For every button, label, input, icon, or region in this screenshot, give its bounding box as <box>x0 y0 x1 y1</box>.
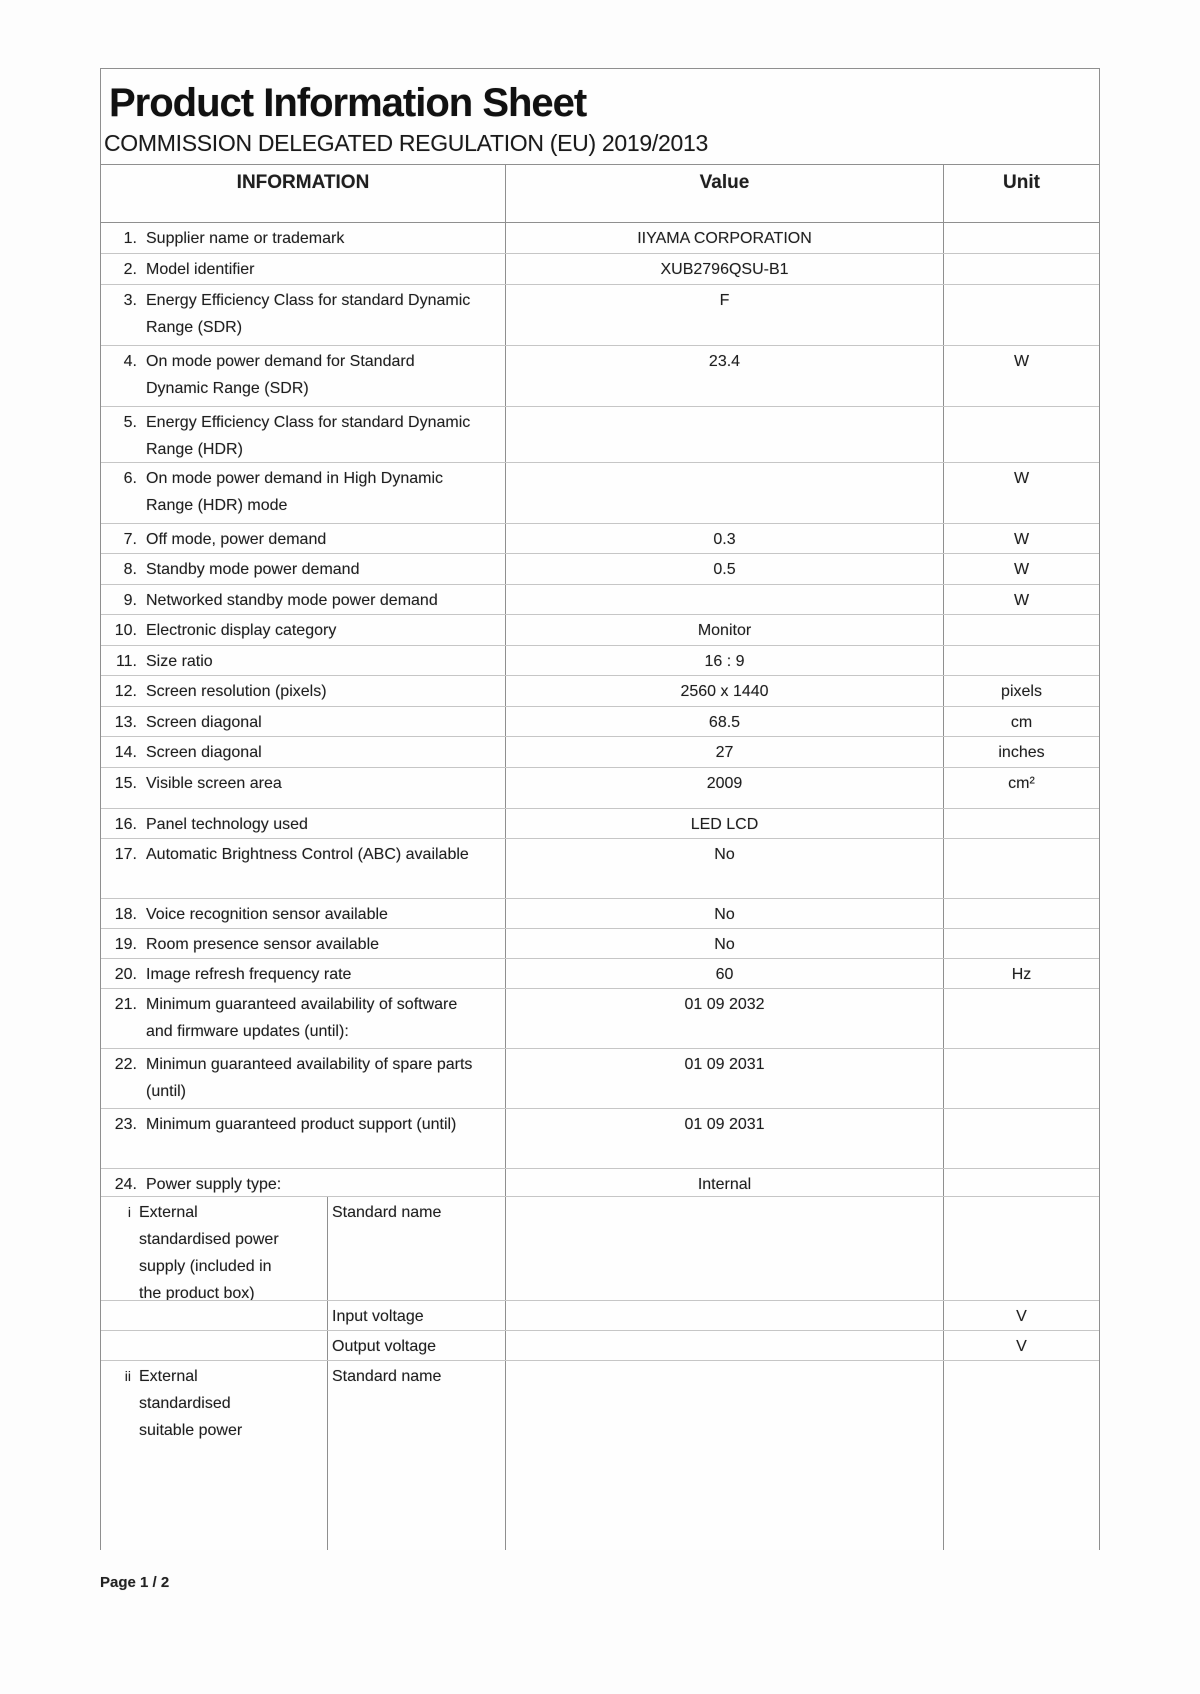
row-number: 11. <box>115 653 137 670</box>
info-cell <box>101 1109 506 1168</box>
value-cell <box>506 585 944 614</box>
value-cell: 68.5 <box>506 707 944 736</box>
sublabel-cell: Standard name <box>328 1197 506 1300</box>
row-number: 14. <box>114 744 137 761</box>
value-cell: 0.3 <box>506 524 944 553</box>
info-cell <box>101 959 506 988</box>
row-label: Image refresh frequency rate <box>146 966 352 983</box>
value-cell: No <box>506 839 944 898</box>
value-cell <box>506 407 944 462</box>
table-row <box>101 1169 1099 1197</box>
subrow-label: External standardised power supply (included in the product box) <box>139 1204 279 1300</box>
unit-cell <box>944 989 1099 1048</box>
value-cell <box>506 463 944 523</box>
row-label: Voice recognition sensor available <box>146 906 388 923</box>
unit-cell: W <box>1013 531 1030 548</box>
value-cell: Monitor <box>506 615 944 645</box>
row-number: 10. <box>114 622 137 639</box>
row-label: Screen resolution (pixels) <box>146 683 327 700</box>
row-number: 7. <box>123 531 137 548</box>
sublabel-cell: Standard name <box>328 1361 506 1550</box>
table-subrow <box>101 1301 1099 1331</box>
unit-cell: W <box>1013 353 1030 370</box>
row-number: 6. <box>123 470 137 487</box>
info-cell <box>101 989 506 1048</box>
info-cell <box>101 676 506 706</box>
subrow-marker <box>101 1303 139 1330</box>
table-row <box>101 959 1099 989</box>
subinfo-cell <box>101 1361 328 1550</box>
table-header-row <box>101 165 1099 223</box>
table-row <box>101 285 1099 346</box>
value-cell <box>506 1361 944 1550</box>
row-label: Minimun guaranteed availability of spare parts (until) <box>146 1056 473 1100</box>
value-cell: No <box>506 929 944 958</box>
info-cell <box>101 407 506 462</box>
table-row <box>101 737 1099 768</box>
table-subrow <box>101 1331 1099 1361</box>
value-cell: Internal <box>506 1169 944 1196</box>
unit-cell <box>944 899 1099 928</box>
table-row <box>101 223 1099 254</box>
value-cell: No <box>506 899 944 928</box>
row-label: Screen diagonal <box>146 744 262 761</box>
row-number: 12. <box>114 683 137 700</box>
row-number: 4. <box>123 353 137 370</box>
table-subrow <box>101 1361 1099 1550</box>
header-unit: Unit <box>1003 172 1040 193</box>
sublabel-cell: Input voltage <box>328 1301 506 1330</box>
row-number: 9. <box>123 592 137 609</box>
table-row <box>101 899 1099 929</box>
info-cell <box>101 615 506 645</box>
row-number: 18. <box>114 906 137 923</box>
unit-cell: Hz <box>1011 966 1032 983</box>
row-number: 19. <box>114 936 137 953</box>
info-cell <box>101 346 506 406</box>
page-title: Product Information Sheet <box>109 81 587 125</box>
table-subrow <box>101 1197 1099 1301</box>
unit-cell: pixels <box>1001 683 1042 700</box>
unit-cell <box>944 285 1099 345</box>
table-row <box>101 346 1099 407</box>
row-label: Screen diagonal <box>146 714 262 731</box>
info-cell <box>101 285 506 345</box>
row-number: 13. <box>114 714 137 731</box>
row-number: 20. <box>114 966 137 983</box>
info-cell <box>101 737 506 767</box>
row-label: Room presence sensor available <box>146 936 380 953</box>
regulation-subtitle: COMMISSION DELEGATED REGULATION (EU) 2019/2013 <box>104 130 708 156</box>
value-cell: LED LCD <box>506 809 944 838</box>
row-label: Off mode, power demand <box>146 531 327 548</box>
table-row <box>101 407 1099 463</box>
unit-cell <box>944 1049 1099 1108</box>
row-label: Size ratio <box>146 653 213 670</box>
subrow-marker <box>101 1333 139 1360</box>
row-label: Electronic display category <box>146 622 337 639</box>
subrow-label: External standardised suitable power <box>139 1368 243 1439</box>
table-row <box>101 809 1099 839</box>
subinfo-cell <box>101 1197 328 1300</box>
value-cell: 2560 x 1440 <box>506 676 944 706</box>
table-row <box>101 646 1099 676</box>
row-label: Energy Efficiency Class for standard Dynamic Range (HDR) <box>146 414 471 458</box>
subinfo-cell <box>101 1331 328 1360</box>
subrow-marker: i <box>127 1204 131 1220</box>
info-cell <box>101 1169 506 1196</box>
row-label: Minimum guaranteed availability of software and firmware updates (until): <box>146 996 458 1040</box>
table-row <box>101 554 1099 585</box>
row-label: Minimum guaranteed product support (until) <box>146 1116 457 1133</box>
value-cell: 60 <box>506 959 944 988</box>
row-label: Energy Efficiency Class for standard Dynamic Range (SDR) <box>146 292 471 336</box>
info-cell <box>101 707 506 736</box>
row-number: 22. <box>114 1056 137 1073</box>
value-cell: IIYAMA CORPORATION <box>506 223 944 253</box>
unit-cell <box>944 1197 1099 1300</box>
unit-cell: cm² <box>1008 775 1035 792</box>
unit-cell <box>944 615 1099 645</box>
row-number: 1. <box>123 230 137 247</box>
value-cell <box>506 1301 944 1330</box>
table-row <box>101 1049 1099 1109</box>
row-number: 17. <box>114 846 137 863</box>
unit-cell: W <box>1013 561 1030 578</box>
info-cell <box>101 809 506 838</box>
unit-cell <box>944 646 1099 675</box>
table-row <box>101 929 1099 959</box>
unit-cell <box>944 929 1099 958</box>
row-label: On mode power demand in High Dynamic Range (HDR) mode <box>146 470 444 514</box>
unit-cell: W <box>1013 592 1030 609</box>
row-number: 21. <box>114 996 137 1013</box>
info-cell <box>101 899 506 928</box>
row-number: 16. <box>114 816 137 833</box>
row-number: 3. <box>123 292 137 309</box>
unit-cell <box>944 223 1099 253</box>
row-label: Panel technology used <box>146 816 308 833</box>
value-cell: 01 09 2031 <box>506 1109 944 1168</box>
row-label: Power supply type: <box>146 1176 282 1193</box>
unit-cell <box>944 809 1099 838</box>
row-number: 5. <box>123 414 137 431</box>
unit-cell <box>944 1169 1099 1196</box>
product-info-table <box>101 164 1099 1550</box>
value-cell: 23.4 <box>506 346 944 406</box>
table-row <box>101 463 1099 524</box>
row-number: 8. <box>123 561 137 578</box>
value-cell: 16 : 9 <box>506 646 944 675</box>
info-cell <box>101 1049 506 1108</box>
info-cell <box>101 554 506 584</box>
table-row <box>101 585 1099 615</box>
table-row <box>101 676 1099 707</box>
table-row <box>101 839 1099 899</box>
value-cell: F <box>506 285 944 345</box>
value-cell: 0.5 <box>506 554 944 584</box>
value-cell <box>506 1331 944 1360</box>
info-cell <box>101 223 506 253</box>
value-cell: 2009 <box>506 768 944 808</box>
row-label: Visible screen area <box>146 775 282 792</box>
info-cell <box>101 839 506 898</box>
unit-cell: inches <box>998 744 1045 761</box>
table-row <box>101 768 1099 809</box>
unit-cell: cm <box>1010 714 1033 731</box>
info-cell <box>101 646 506 675</box>
row-label: Model identifier <box>146 261 255 278</box>
row-number: 24. <box>114 1176 137 1193</box>
table-row <box>101 524 1099 554</box>
unit-cell <box>944 839 1099 898</box>
page-number: Page 1 / 2 <box>100 1574 170 1591</box>
info-cell <box>101 585 506 614</box>
unit-cell: V <box>1016 1308 1027 1325</box>
value-cell: 27 <box>506 737 944 767</box>
unit-cell: W <box>1013 470 1030 487</box>
unit-cell <box>944 1109 1099 1168</box>
value-cell: 01 09 2031 <box>506 1049 944 1108</box>
row-number: 2. <box>123 261 137 278</box>
info-cell <box>101 463 506 523</box>
value-cell <box>506 1197 944 1300</box>
table-row <box>101 615 1099 646</box>
subinfo-cell <box>101 1301 328 1330</box>
row-label: Networked standby mode power demand <box>146 592 438 609</box>
header-information: INFORMATION <box>101 165 506 222</box>
row-label: Standby mode power demand <box>146 561 360 578</box>
sublabel-cell: Output voltage <box>328 1331 506 1360</box>
value-cell: XUB2796QSU-B1 <box>506 254 944 284</box>
unit-cell <box>944 1361 1099 1550</box>
value-cell: 01 09 2032 <box>506 989 944 1048</box>
row-label: Automatic Brightness Control (ABC) available <box>146 846 469 863</box>
row-number: 23. <box>114 1116 137 1133</box>
row-label: Supplier name or trademark <box>146 230 345 247</box>
info-cell <box>101 524 506 553</box>
table-row <box>101 989 1099 1049</box>
info-cell <box>101 929 506 958</box>
table-row <box>101 1109 1099 1169</box>
subrow-marker: ii <box>124 1368 131 1384</box>
unit-cell: V <box>1016 1338 1027 1355</box>
unit-cell <box>944 407 1099 462</box>
info-cell <box>101 254 506 284</box>
table-row <box>101 254 1099 285</box>
info-cell <box>101 768 506 808</box>
row-number: 15. <box>114 775 137 792</box>
unit-cell <box>944 254 1099 284</box>
row-label: On mode power demand for Standard Dynamic Range (SDR) <box>146 353 415 397</box>
header-value: Value <box>506 165 944 222</box>
table-row <box>101 707 1099 737</box>
sheet-frame <box>100 68 1100 1550</box>
